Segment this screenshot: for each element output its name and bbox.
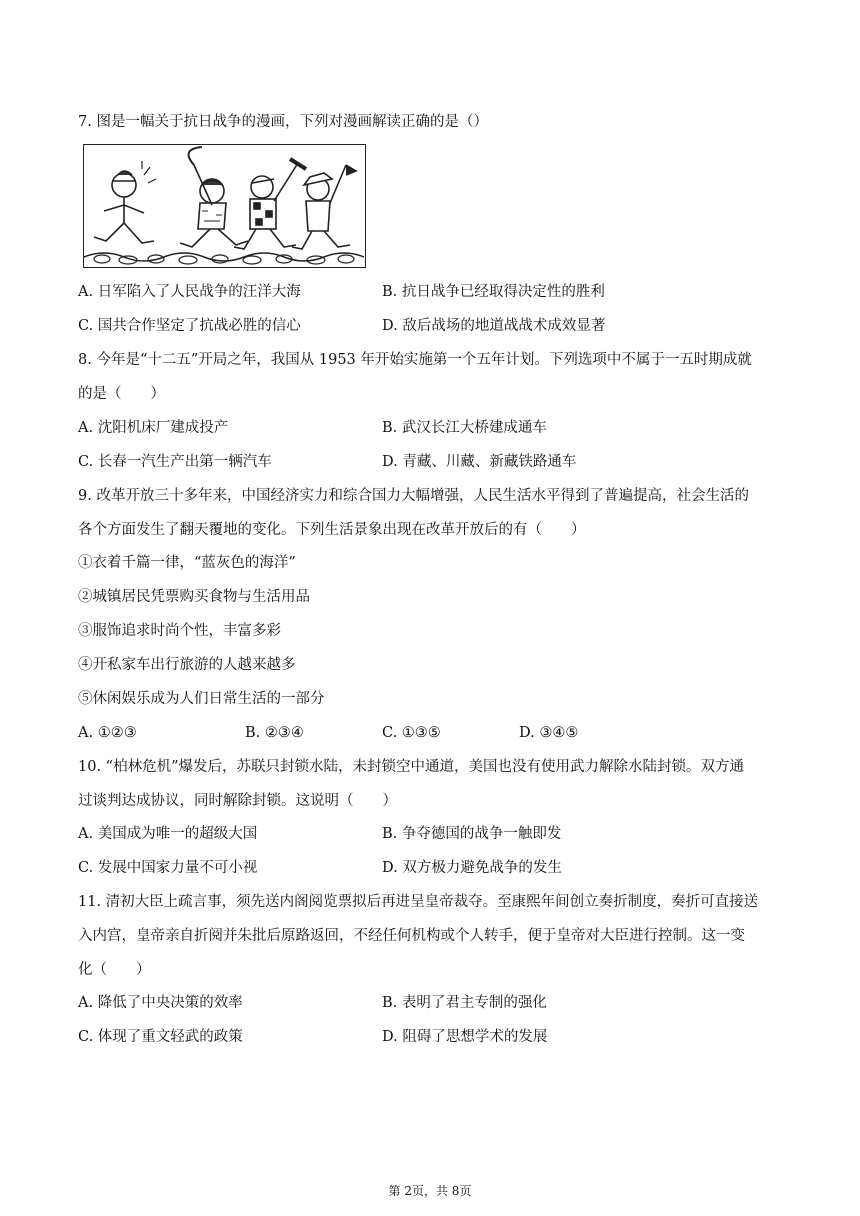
question-11-stem-line-1: 11. 清初大臣上疏言事，须先送内阁阅览票拟后再进呈皇帝裁夺。至康熙年间创立奏折制度，奏折可直接送 [78, 894, 759, 910]
question-8-option-d[interactable]: D. 青藏、川藏、新藏铁路通车 [382, 454, 577, 470]
question-10-option-b[interactable]: B. 争夺德国的战争一触即发 [382, 826, 562, 842]
question-8-option-a[interactable]: A. 沈阳机床厂建成投产 [78, 420, 229, 436]
cartoon-drawing [84, 145, 364, 266]
question-10-stem-line-1: 10. “柏林危机”爆发后，苏联只封锁水陆，未封锁空中通道，美国也没有使用武力解除水陆封锁。双方通 [78, 759, 744, 775]
question-11-stem-line-2: 入内宫，皇帝亲自折阅并朱批后原路返回，不经任何机构或个人转手，便于皇帝对大臣进行控制。这一变 [78, 928, 745, 944]
question-9-item-4: ④开私家车出行旅游的人越来越多 [78, 657, 296, 673]
question-9-item-3: ③服饰追求时尚个性，丰富多彩 [78, 623, 281, 639]
question-11-option-a[interactable]: A. 降低了中央决策的效率 [78, 995, 243, 1011]
question-7-option-a[interactable]: A. 日军陷入了人民战争的汪洋大海 [78, 284, 301, 300]
question-11-option-d[interactable]: D. 阻碍了思想学术的发展 [382, 1029, 548, 1045]
question-9-option-c[interactable]: C. ①③⑤ [382, 725, 441, 741]
question-9-item-1: ①衣着千篇一律，“蓝灰色的海洋” [78, 555, 296, 571]
question-9-option-d[interactable]: D. ③④⑤ [519, 725, 579, 741]
question-7-option-d[interactable]: D. 敌后战场的地道战战术成效显著 [382, 318, 606, 334]
question-9-item-2: ②城镇居民凭票购买食物与生活用品 [78, 589, 310, 605]
question-10-option-a[interactable]: A. 美国成为唯一的超级大国 [78, 826, 258, 842]
question-9-option-b[interactable]: B. ②③④ [245, 725, 304, 741]
question-9-stem-line-2: 各个方面发生了翻天覆地的变化。下列生活景象出现在改革开放后的有（ ） [78, 522, 586, 538]
question-7-stem: 7. 图是一幅关于抗日战争的漫画，下列对漫画解读正确的是（） [78, 114, 488, 130]
war-cartoon-image [83, 144, 366, 268]
page-number-footer: 第 2页，共 8页 [388, 1184, 472, 1198]
question-9-option-a[interactable]: A. ①②③ [78, 725, 137, 741]
question-8-stem-line-1: 8. 今年是“十二五”开局之年，我国从 1953 年开始实施第一个五年计划。下列选项中不属于一五时期成就 [78, 352, 752, 368]
question-11-option-c[interactable]: C. 体现了重文轻武的政策 [78, 1029, 243, 1045]
question-10-option-d[interactable]: D. 双方极力避免战争的发生 [382, 860, 562, 876]
question-8-stem-line-2: 的是（ ） [78, 386, 165, 402]
question-11-option-b[interactable]: B. 表明了君主专制的强化 [382, 995, 547, 1011]
question-8-option-b[interactable]: B. 武汉长江大桥建成通车 [382, 420, 547, 436]
question-7-option-c[interactable]: C. 国共合作坚定了抗战必胜的信心 [78, 318, 301, 334]
question-10-stem-line-2: 过谈判达成协议，同时解除封锁。这说明（ ） [78, 793, 397, 809]
question-7-option-b[interactable]: B. 抗日战争已经取得决定性的胜利 [382, 284, 605, 300]
question-9-item-5: ⑤休闲娱乐成为人们日常生活的一部分 [78, 691, 325, 707]
question-11-stem-line-3: 化（ ） [78, 962, 151, 978]
question-8-option-c[interactable]: C. 长春一汽生产出第一辆汽车 [78, 454, 272, 470]
question-10-option-c[interactable]: C. 发展中国家力量不可小视 [78, 860, 258, 876]
question-9-stem-line-1: 9. 改革开放三十多年来，中国经济实力和综合国力大幅增强，人民生活水平得到了普遍提高，社会生活的 [78, 488, 749, 504]
